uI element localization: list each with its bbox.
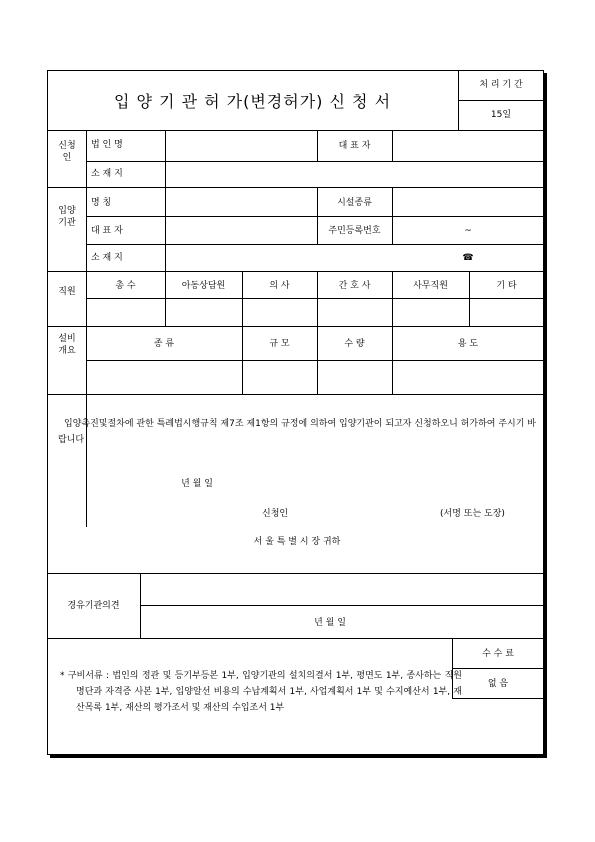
application-statement: 입양촉진및절차에 관한 특례법시행규칙 제7조 제1항의 규정에 의하여 입양기관이 되고자 신청하오니 허가하여 주시기 바랍니다 (58, 419, 536, 445)
agency-vline-a (165, 187, 166, 271)
header-divider (47, 130, 544, 131)
applicant-representative-label: 대 표 자 (338, 141, 371, 151)
staff-col-counselor: 아동상담원 (181, 281, 226, 291)
form-shadow-right (544, 73, 547, 758)
staff-col-doctor: 의 사 (269, 281, 290, 291)
facility-vline-2 (317, 326, 318, 394)
form-title: 입 양 기 관 허 가(변경허가) 신 청 서 (113, 92, 392, 111)
applicant-address-label: 소 재 지 (91, 169, 123, 179)
agency-resident-no-label: 주민등록번호 (328, 226, 381, 236)
facility-col-type: 종 류 (153, 339, 175, 349)
staff-section-divider (47, 326, 544, 327)
opinion-date-line: 년 월 일 (314, 618, 346, 628)
applicant-section-divider (47, 187, 544, 188)
header-proc-divider (458, 100, 544, 101)
facility-header-divider (86, 360, 544, 361)
applicant-row-divider (86, 161, 544, 162)
facility-col-purpose: 용 도 (457, 339, 479, 349)
staff-col-nurse: 간 호 사 (338, 281, 371, 291)
staff-header-divider (86, 298, 544, 299)
fee-label: 수 수 료 (482, 649, 514, 659)
agency-section-label: 입양기관 (58, 206, 76, 228)
signature-label: (서명 또는 도장) (440, 509, 505, 519)
required-documents-note: * 구비서류 : 법인의 정관 및 등기부등본 1부, 입양기관의 설치의결서 1부, 평면도 1부, 종사하는 직원명단과 자격증 사본 1부, 입양알선 비용의 수납계획서 1부, 사업계획서 1부 및 수지예산서 1부, 재산목록 1부, 재산의 평가조서 및 재산의 수입조서 1부 (60, 671, 462, 713)
fee-bottom-divider (452, 698, 544, 699)
agency-resident-no-separator: ~ (464, 226, 472, 236)
opinion-bottom-divider (47, 638, 544, 639)
agency-facility-type-label: 시설종류 (337, 198, 372, 208)
agency-row-divider-1 (86, 216, 544, 217)
statement-date-line: 년 월 일 (181, 479, 213, 489)
form-shadow-bottom (50, 755, 547, 758)
section-label-vline (86, 130, 87, 527)
staff-col-office: 사무직원 (413, 281, 448, 291)
applicant-corp-name-label: 법 인 명 (91, 140, 123, 150)
opinion-vline (140, 573, 141, 638)
applicant-vline-a (165, 130, 166, 161)
staff-col-total: 총 수 (115, 281, 136, 291)
opinion-mid-divider (140, 605, 544, 606)
facility-section-divider (47, 394, 544, 395)
agency-address-label: 소 재 지 (91, 253, 123, 263)
facility-col-quantity: 수 량 (344, 339, 365, 349)
staff-col-other: 기 타 (496, 281, 517, 291)
agency-representative-label: 대 표 자 (91, 226, 123, 236)
phone-icon: ☎ (462, 253, 474, 263)
agency-row-divider-2 (86, 244, 544, 245)
staff-section-label: 직원 (58, 287, 76, 297)
opinion-top-divider (47, 573, 544, 574)
statement-applicant-label: 신청인 (262, 509, 289, 519)
facility-vline-1 (242, 326, 243, 394)
processing-period-label: 처 리 기 간 (479, 80, 523, 90)
recipient-line: 서 울 특 별 시 장 귀하 (253, 537, 341, 547)
applicant-section-label: 신청인 (58, 141, 76, 163)
fee-divider (452, 668, 544, 669)
applicant-vline-d (392, 130, 393, 161)
facility-section-label: 설비개요 (58, 334, 76, 356)
facility-vline-3 (392, 326, 393, 394)
facility-col-scale: 규 모 (269, 339, 290, 349)
opinion-label: 경유기관의견 (67, 601, 120, 611)
applicant-vline-b (165, 161, 166, 187)
processing-period-value: 15일 (490, 110, 512, 120)
fee-value: 없 음 (487, 679, 509, 689)
agency-name-label: 명 칭 (91, 198, 112, 208)
